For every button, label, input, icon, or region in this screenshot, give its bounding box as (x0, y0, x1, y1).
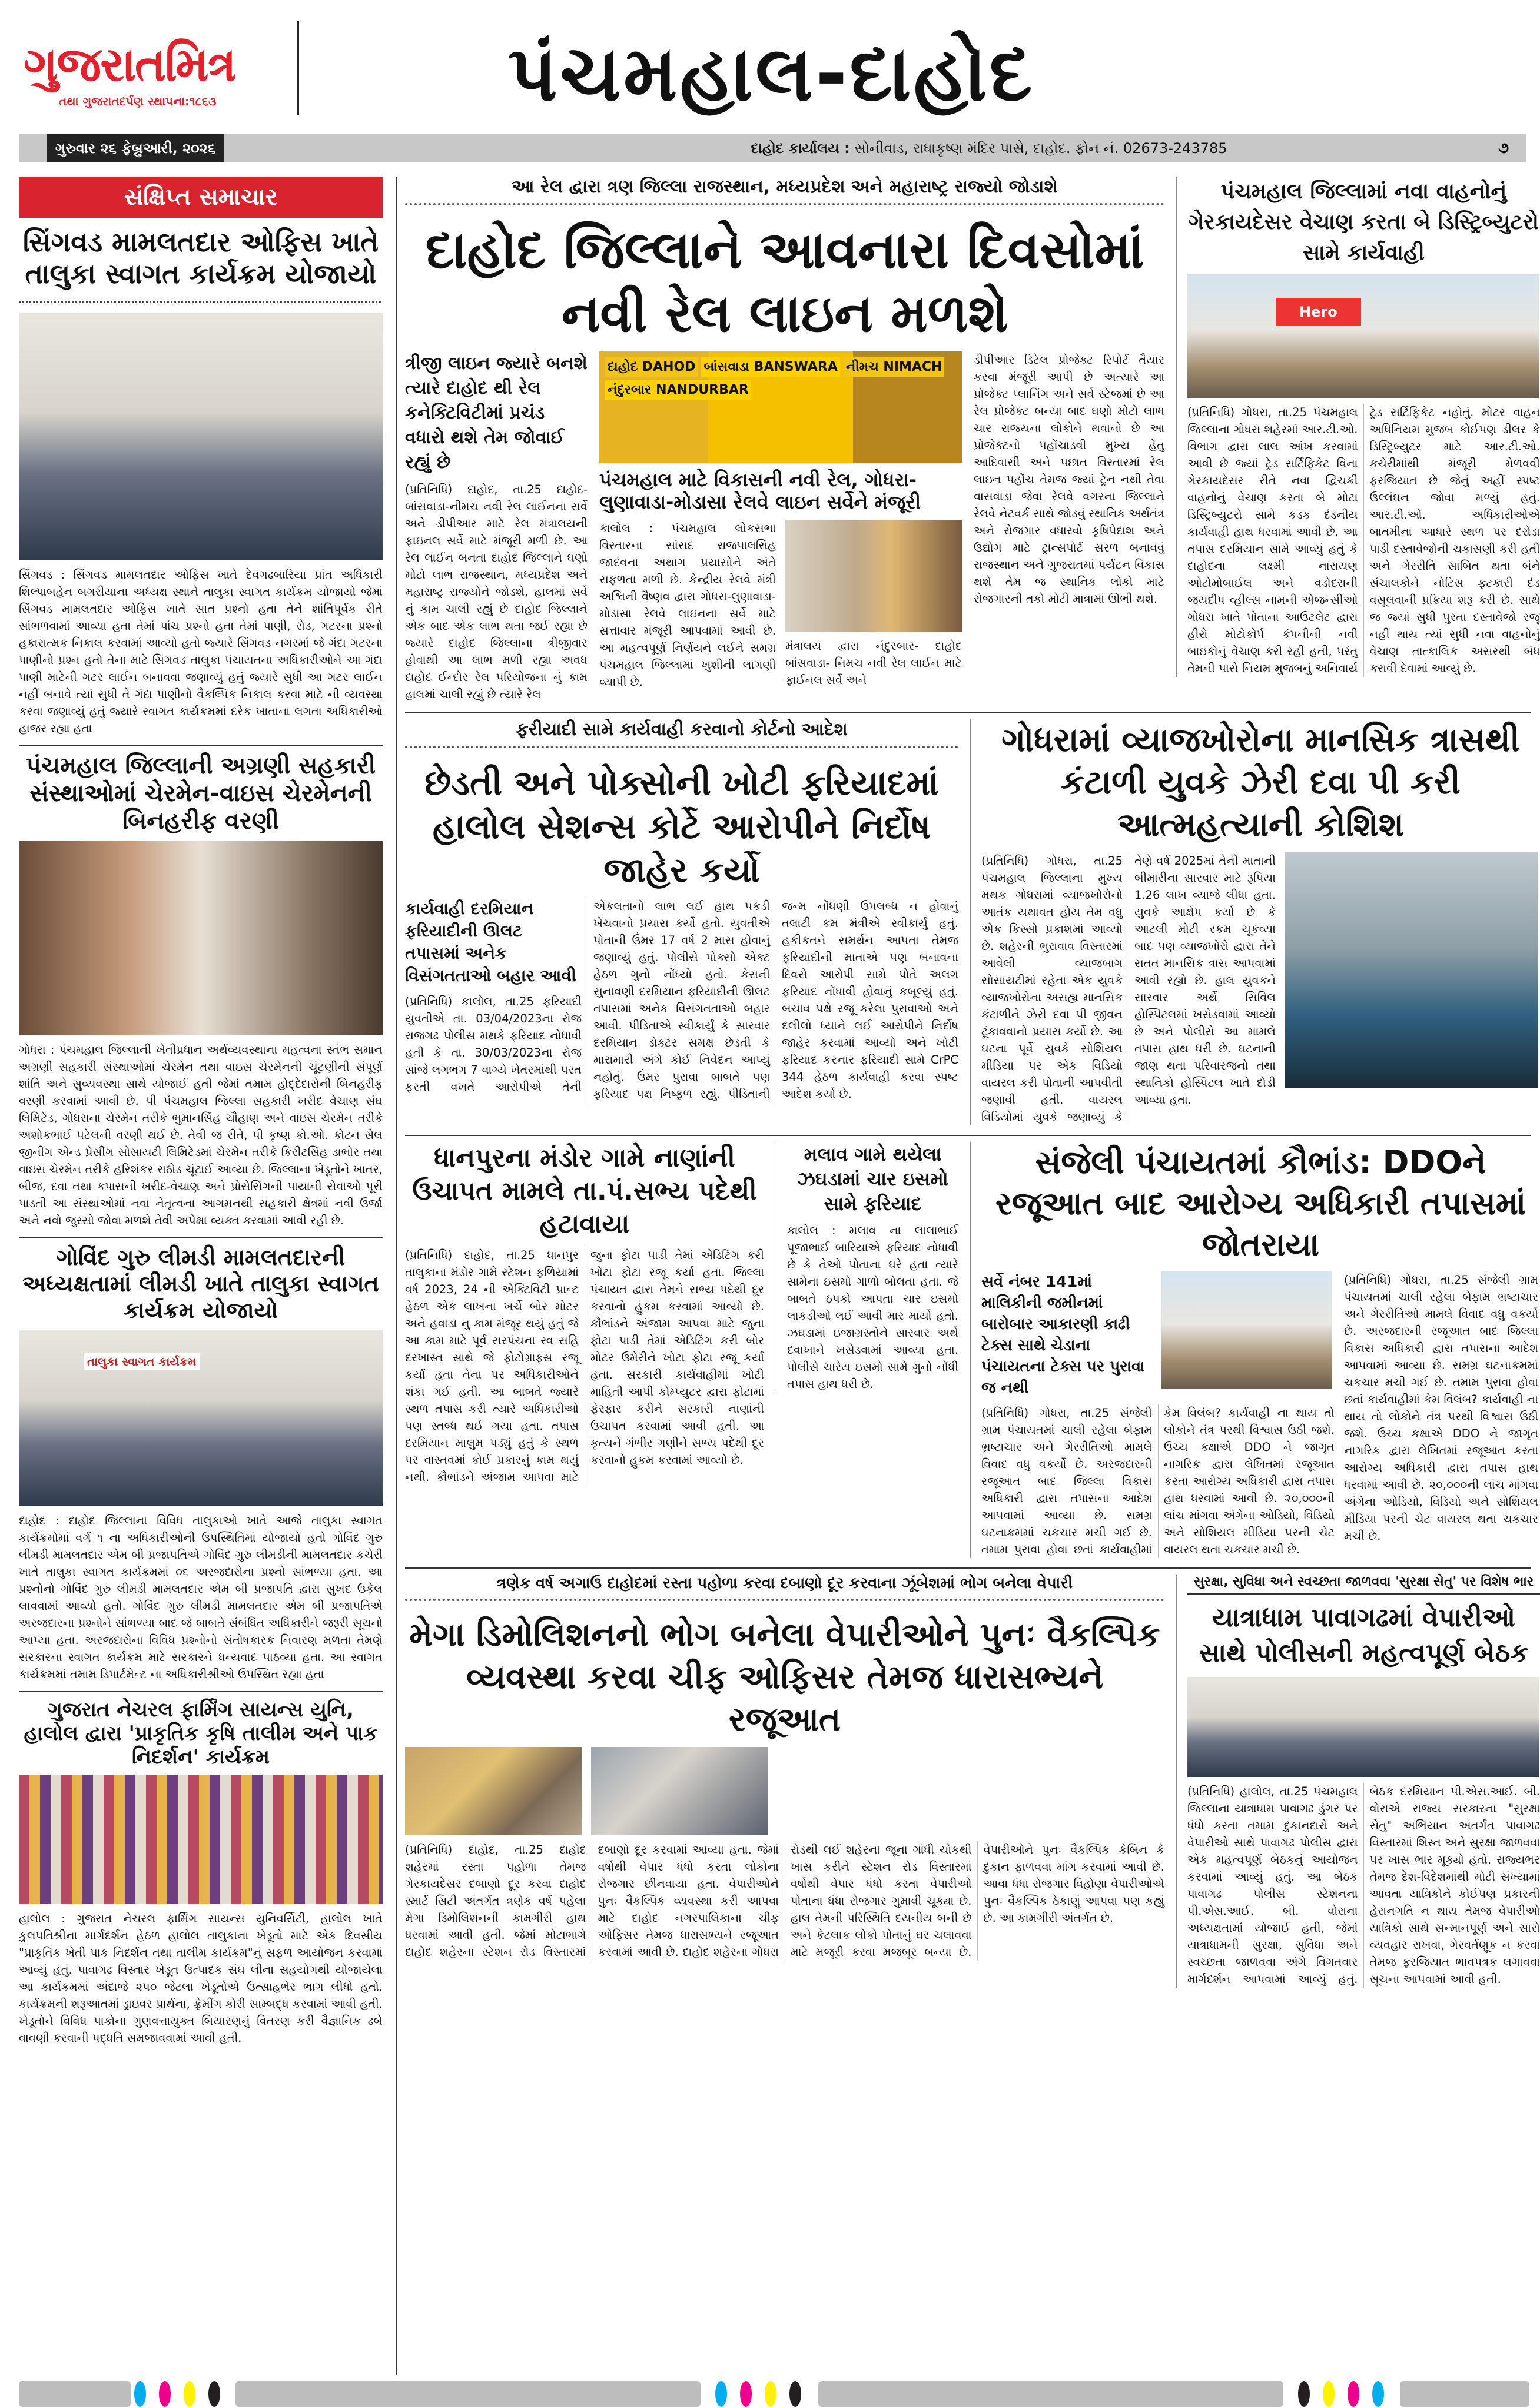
story-body-cooperative: ગોધરા : પંચમહાલ જિલ્લાની ખેતીપ્રધાન અર્થવ્યવસ્થાના મહત્વના સ્તંભ સમાન અગ્રણી સહકારી સંસ્થાઓમાં ચેરમેન તથા વાઇસ ચેરમેનની ચૂંટણીની સંપૂર્ણ શાંતિ અને સુવ્યવસ્થા સાથે યોજાઈ હતી જેમાં તમામ હોદ્દેદારોની બિનહરીફ વરણી કરવામાં આવી છે. પી પંચમહાલ જિલ્લા સહકારી ખરીદ વેચાણ સંઘ લિમિટેડ, ગોધરાના ચેરમેન તરીકે ભુમાનસિંહ ચૌહાણ અને વાઇસ ચેરમેન તરીકે અશોકભાઈ પટેલની વરણી થઈ છે. તેવી જ રીતે, પી કૃષ્ણ કો.ઓ. કોટન સેલ જીનીંગ એન્ડ પ્રેસીંગ સોસાયટી લિમિટેડમાં ચેરમેન તરીકે કિરીટસિંહ ડાભોર તથા વાઇસ ચેરમેન તરીકે હરિશંકર રાઠોડ ચૂંટાઈ આવ્યા છે. જિલ્લાના ખેડૂતોને ખાતર, બીજ, દવા તથા કપાસની ખરીદ-વેચાણ અને પ્રોસેસિંગની પાયાની સેવાઓ પૂરી પાડતી આ સંસ્થાઓમાં નવા નેતૃત્વના આગમનથી સહકારી ક્ષેત્રમાં નવી ઉર્જા અને નવો જુસ્સો જોવા મળશે તેવી અપેક્ષા વ્યક્ત કરવામાં આવી રહી છે. (19, 1043, 383, 1228)
story-sanjeli (970, 1142, 1540, 1558)
story-vehicles (1176, 177, 1540, 677)
photo-hero-showroom (1187, 274, 1539, 398)
row-bottom (405, 1567, 1540, 1988)
registration-mark-black (789, 2381, 801, 2407)
story-godhra (970, 719, 1540, 1125)
main-area (396, 177, 1540, 2375)
sanjeli-body: (પ્રતિનિધિ) ગોધરા, તા.25 સંજેલી ગ્રામ પંચાયતમાં ચાલી રહેલા બેફામ ભ્રષ્ટાચાર અને ગેરરીતિઓ મામલે વિવાદ વધુ વકર્યો છે. અરજદારની રજૂઆત બાદ જિલ્લા વિકાસ અધિકારી દ્વારા તપાસના આદેશ આપવામાં આવ્યા છે. સમગ્ર ઘટનાક્રમમાં ચકચાર મચી ગઈ છે. તમામ પુરાવા હોવા છતાં કાર્યવાહીમાં કેમ વિલંબ? કાર્યવાહી ના થાય તો લોકોને તંત્ર પરથી વિશ્વાસ ઉઠી જશે. ઉચ્ચ કક્ષાએ DDO ને જાગૃત નાગરિક દ્વારા લેખિતમાં રજૂઆત કરતા આરોગ્ય અધિકારી દ્વારા તપાસ હાથ ધરવામાં આવી છે. ૨૦,૦૦૦ની લાંચ માંગવા અંગેના ઓડિયો, વિડિયો અને સોશિયલ મીડિયા પરની ચેટ વાયરલ થતા ચકચાર મચી છે. (981, 1406, 1335, 1556)
registration-mark-black (1298, 2381, 1310, 2407)
story-body-singvad: સિંગવડ : સિંગવડ મામલતદાર ઓફિસ ખાતે દેવગઢબારિયા પ્રાંત અધિકારી શિલ્પાબહેન બગરીયાના અધ્યક્ષ સ્થાને તાલુકા સ્વાગત કાર્યક્રમ યોજાયો જેમાં સિંગવડ મામલતદાર ઓફિસ ખાતે સાત પ્રશ્નો હતા તેને શાંતિપૂર્વક રીતે સાંભળવામાં આવ્યા હતા તેમાં પાંચ પ્રશ્નો હતા તેમાં પાણી, રોડ, ગટરના પ્રશ્નો હકારાત્મક નિકાલ કરવામાં આવ્યો હતો જ્યારે સિંગવડ નગરમાં જે ગંદા ગટરના પાણીનો પ્રશ્ન હતો તેના માટે સિંગવડ તાલુકા પંચાયતના અધિકારીઓને આ ગંદા પાણી માટેની ગટર લાઈન બનાવવા જણાવ્યું હતું જ્યારે સુધી આ ગટર લાઈન નહીં બનાવે ત્યાં સુધી તે ગંદા પાણીનો વૈકલ્પિક નિકાલ કરવા માટે ની વ્યવસ્થા કરવા જણાવ્યું હતું જ્યારે સ્વાગત કાર્યક્રમમાં દરેક ખાતાના લગતા અધિકારીઓ હાજર રહ્યા હતા (19, 567, 383, 735)
story-demolition (405, 1575, 1164, 1961)
photo-demolition-excavator (405, 1747, 582, 1835)
story-court (405, 719, 958, 1102)
section-label-brief-news: સંક્ષિપ્ત સમાચાર (19, 177, 383, 218)
issue-date: ગુરુવાર ૨૬ ફેબ્રુઆરી, ૨૦૨૬ (47, 134, 224, 162)
page-number: ૭ (1498, 140, 1509, 157)
pavagadh-kicker: સુરક્ષા, સુવિધા અને સ્વચ્છતા જાળવવા 'સુરક્ષા સેતુ' પર વિશેષ ભાર (1187, 1575, 1540, 1595)
sanjeli-headline: સંજેલી પંચાયતમાં કૌભાંડ: DDOને રજૂઆત બાદ આરોગ્ય અધિકારી તપાસમાં જોતરાયા (995, 1144, 1526, 1263)
pavagadh-body: (પ્રતિનિધિ) હાલોલ, તા.25 પંચમહાલ જિલ્લાના યાત્રાધામ પાવાગઢ ડુંગર પર ધંધો કરતા તમામ દુકાનદારો અને વેપારીઓ સાથે પાવાગઢ પોલીસ દ્વારા એક મહત્વપૂર્ણ બેઠકનું આયોજન કરવામાં આવ્યું હતું. આ બેઠક પાવાગઢ પોલીસ સ્ટેશનના પી.એસ.આઈ. બી. વોરાના અધ્યક્ષતામાં યોજાઈ હતી, જેમાં યાત્રાધામની સુરક્ષા, સુવિધા અને સ્વચ્છતા જાળવવા અંગે વિગતવાર માર્ગદર્શન આપવામાં આવ્યું હતું. બેઠક દરમિયાન પી.એસ.આઈ. બી. વોરાએ રાજ્ય સરકારના "સુરક્ષા સેતુ" અભિયાન અંતર્ગત પાવાગઢ વિસ્તારમાં શિસ્ત અને સુરક્ષા જાળવવા પર ખાસ ભાર મૂક્યો હતો. રાજ્યભર તેમજ દેશ-વિદેશમાંથી મોટી સંખ્યામાં આવતા યાત્રિકોને કોઈપણ પ્રકારની હેરાનગતિ ન થાય તેમજ વેપારીઓ યાત્રિકો સાથે સન્માનપૂર્ણ અને સારો વ્યવહાર રાખવા, ગેરવર્તણૂક ન કરવા તેમજ ફરજિયાત ભાવપત્રક લગાવવા સૂચના આપવામાં આવી હતી. (1187, 1785, 1540, 1986)
headline-singvad: સિંગવડ મામલતદાર ઓફિસ ખાતે તાલુકા સ્વાગત કાર્યક્રમ યોજાયો (22, 226, 379, 290)
newspaper-logo: ગુજરાતમિત્ર તથા ગુજરાતદર્પણ સ્થાપના:૧૮૬૩ (24, 37, 235, 108)
registration-mark-yellow (765, 2381, 776, 2407)
vehicles-headline: પંચમહાલ જિલ્લામાં નવા વાહનોનું ગેરકાયદેસર વેચાણ કરતા બે ડિસ્ટ્રિબ્યુટરો સામે કાર્યવાહી (1188, 180, 1539, 265)
header-divider (297, 21, 299, 115)
divider (19, 301, 383, 303)
photo-hospital-patient (1285, 852, 1538, 1088)
court-headline: છેડતી અને પોક્સોની ખોટી ફરિયાદમાં હાલોલ સેશન્સ કોર્ટે આરોપીને નિર્દોષ જાહેર કર્યો (424, 763, 939, 890)
lead-body-right: ડીપીઆર ડિટેલ પ્રોજેક્ટ રિપોર્ટ તૈયાર કરવા મંજૂરી આપી છે અત્યારે આ પ્રોજેક્ટ પ્લાનિંગ અને સર્વે સ્ટેજમાં છે આ રેલ પ્રોજેક્ટ બન્યા બાદ ઘણો મોટો લાભ ચાર રાજ્યના લોકોને થવાનો છે આ પ્રોજેક્ટનો પહોંચાડવી મુખ્ય હેતુ આદિવાસી અને પછાત વિસ્તારમાં રેલ લાઇન પહોંચ તેમજ જ્યાં ટ્રેન નથી તેવા વાસવાડા જેવા રેલવે વગરના જિલ્લાને રેલવે નેટવર્ક સાથે જોડવું સ્થાનિક અર્થતંત્ર અને રોજગાર વધારવો કૃષિપેદાશ અને ઉદ્યોગ માટે ટ્રાન્સપોર્ટ સરળ બનાવવું રાજસ્થાન અને ગુજરાતમાં પર્યટન વિકાસ થશે તેમ જ સ્થાનિક લોકો માટે રોજગારની તકો મોટી માત્રામાં ઊભી થશે. (974, 353, 1164, 606)
lead-body-mid: મંત્રાલય દ્વારા નંદુરબાર- દાહોદ બાંસવાડા- નિમચ નવી રેલ લાઈન માટે ફાઈનલ સર્વે અને (785, 639, 962, 687)
registration-mark-cyan (715, 2381, 727, 2407)
photo-sanjeli-panchayat (1161, 1271, 1332, 1389)
demolition-body: (પ્રતિનિધિ) દાહોદ, તા.25 દાહોદ શહેરમાં રસ્તા પહોળા તેમજ ગેરકાયદેસર દબાણો દૂર કરવા દાહોદ સ્માર્ટ સિટી અંતર્ગત ત્રણેક વર્ષ પહેલા મેગા ડિમોલિશનની કામગીરી હાથ ધરવામાં આવી હતી. જેમાં મોટાભાગે દાહોદ શહેરના સ્ટેશન રોડ વિસ્તારમાં દબાણો દૂર કરવામાં આવ્યા હતા. જેમાં વર્ષોથી વેપાર ધંધો કરતા લોકોના રોજગાર છીનવાયા હતા. વેપારીઓને પુનઃ વૈકલ્પિક વ્યવસ્થા કરી આપવા માટે દાહોદ નગરપાલિકાના ચીફ ઓફિસર તેમજ ધારાસભ્યને રજૂઆત કરવામાં આવી છે. દાહોદ શહેરના ગોધરા રોડથી લઈ શહેરના જૂના ગાંધી ચોકથી ખાસ કરીને સ્ટેશન રોડ વિસ્તારમાં વર્ષોથી વેપાર ધંધો કરતા વેપારીઓ પોતાના ધંધા રોજગાર ગુમાવી ચૂક્યા છે. હાલ તેમની પરિસ્થિતિ દયનીય બની છે અને કેટલાક લોકો પોતાનું ઘર ચલાવવા માટે મજૂરી કરવા મજબૂર બન્યા છે. વેપારીઓને પુનઃ વૈકલ્પિક કેબિન કે દુકાન ફાળવવા માંગ કરવામાં આવી છે. આવા ધંધા રોજગાર વિહોણા વેપારીઓએ પુનઃ વૈકલ્પિક ઠેકાણું આપવા પણ કહ્યું છે. આ કામગીરી અંતર્ગત છે. (405, 1843, 1164, 1959)
story-limdi (19, 1237, 383, 1682)
photo-farmers-training (19, 1775, 383, 1904)
sanjeli-body-right: (પ્રતિનિધિ) ગોધરા, તા.25 સંજેલી ગ્રામ પંચાયતમાં ચાલી રહેલા બેફામ ભ્રષ્ટાચાર અને ગેરરીતિઓ મામલે વિવાદ વધુ વકર્યો છે. અરજદારની રજૂઆત બાદ જિલ્લા વિકાસ અધિકારી દ્વારા તપાસના આદેશ આપવામાં આવ્યા છે. સમગ્ર ઘટનાક્રમમાં ચકચાર મચી ગઈ છે. તમામ પુરાવા હોવા છતાં કાર્યવાહીમાં કેમ વિલંબ? કાર્યવાહી ના થાય તો લોકોને તંત્ર પરથી વિશ્વાસ ઉઠી જશે. ઉચ્ચ કક્ષાએ DDO ને જાગૃત નાગરિક દ્વારા લેખિતમાં રજૂઆત કરતા આરોગ્ય અધિકારી દ્વારા તપાસ હાથ ધરવામાં આવી છે. ૨૦,૦૦૦ની લાંચ માંગવા અંગેના ઓડિયો, વિડિયો અને સોશિયલ મીડિયા પરની ચેટ વાયરલ થતા ચકચાર મચી છે. (1344, 1273, 1538, 1543)
registration-mark-yellow (184, 2381, 195, 2407)
story-body-limdi: દાહોદ : દાહોદ જિલ્લાના વિવિધ તાલુકાઓ ખાતે આજે તાલુકા સ્વાગત કાર્યક્રમોમાં વર્ગ ૧ ના અધિકારીઓની ઉપસ્થિતિમાં યોજાયો હતો ગોવિંદ ગુરુ લીમડી મામલતદાર એમ બી પ્રજાપતિએ ગોવિંદ ગુરુ લીમડીની મામલતદાર કચેરી ખાતે તાલુકા સ્વાગત કાર્યક્રમમાં ૦૬ અરજદારોના પ્રશ્નો સાંભળ્યા હતા. આ પ્રશ્નોનો ગોવિંદ ગુરુ લીમડી મામલતદાર એમ બી પ્રજાપતિ દ્વારા સુખદ ઉકેલ લાવવામાં આવ્યો હતો. ગોવિંદ ગુરુ લીમડી મામલતદાર એમ બી પ્રજાપતિએ અરજદારના પ્રશ્નોને સાંભળ્યા બાદ જે બાબતે સંબંધિત અધિકારીને જરૂરી સૂચનો આપ્યા હતા. અરજદારોના વિવિધ પ્રશ્નોનો સંતોષકારક નિવારણ મળતા તેમણે સરકારના સ્વાગત કાર્યક્રમ માટે સરકારને ધન્યવાદ પાઠવ્યા હતા. આ સ્વાગત કાર્યક્રમમાં તમામ ડિપાર્ટમેન્ટ ના અધિકારીશ્રીઓ ઉપસ્થિત રહ્યા હતા (19, 1513, 383, 1681)
print-registration-bar (1400, 2381, 1529, 2407)
registration-mark-yellow (1323, 2381, 1335, 2407)
registration-mark-magenta (1348, 2381, 1359, 2407)
photo-banner-text: તાલુકા સ્વાગત કાર્યક્રમ (84, 1353, 200, 1370)
story-cooperative (19, 745, 383, 1230)
office-address: દાહોદ કાર્યાલય : સોનીવાડ, રાધાકૃષ્ણ મંદિર પાસે, દાહોદ. ફોન નં. 02673-243785 (751, 140, 1227, 157)
demolition-kicker: ત્રણેક વર્ષ અગાઉ દાહોદમાં રસ્તા પહોળા કરવા દબાણો દૂર કરવાના ઝૂંબેશમાં ભોગ બનેલા વેપારી (405, 1575, 1164, 1601)
row-top (405, 177, 1540, 703)
malav-headline: મલાવ ગામે થયેલા ઝઘડામાં ચાર ઇસમો સામે ફરિયાદ (797, 1143, 948, 1215)
lead-intro: ત્રીજી લાઇન જ્યારે બનશે ત્યારે દાહોદ થી રેલ કનેક્ટિવિટીમાં પ્રચંડ વધારો થશે તેમ જોવાઈ રહ્યું છે (405, 353, 588, 473)
print-registration-bar (818, 2381, 1283, 2407)
showroom-sign: Hero (1276, 298, 1361, 326)
print-registration-bar (235, 2381, 701, 2407)
court-intro: કાર્યવાહી દરમિયાન ફરિયાદીની ઊલટ તપાસમાં અનેક વિસંગતતાઓ બહાર આવી (405, 899, 576, 985)
story-dhanpura (405, 1142, 764, 1486)
malav-body: કાલોલ : મલાવ ના લાલાભાઈ પૂજાભાઈ બારિયાએ ફરિયાદ નોંધાવી છે કે તેઓ પોતાના ઘરે હતા ત્યારે સામેના ઇસમો ગાળો બોલતા હતા. જે બાબતે ઠપકો આપતા ચાર ઇસમો લાકડીઓ લઈ આવી માર માર્યો હતો. ઝઘડામાં ઇજાગ્રસ્તોને સારવાર અર્થે દવાખાને ખસેડવામાં આવ્યા હતા. પોલીસે ચારેય ઇસમો સામે ગુનો નોંધી તપાસ હાથ ધરી છે. (787, 1224, 958, 1391)
sanjeli-intro: સર્વે નંબર 141માં માલિકીની જમીનમાં બારોબાર આકારણી કાઢી ટેક્સ સાથે ચેડાના પંચાયતના ટેક્સ પર પુરાવા જ નથી (981, 1273, 1145, 1397)
registration-mark-cyan (134, 2381, 146, 2407)
photo-railway-station-signs: દાહોદ DAHOD બાંસવાડા BANSWARA નીમચ NIMACH નંદુરબાર NANDURBAR (599, 351, 962, 463)
photo-limdi-meeting (19, 1330, 383, 1506)
registration-mark-magenta (740, 2381, 752, 2407)
story-singvad (19, 226, 383, 737)
left-column (19, 177, 383, 2375)
headline-natural-farming: ગુજરાત નેચરલ ફાર્મિંગ સાયન્સ યુનિ, હાલોલ દ્વારા 'પ્રાકૃતિક કૃષિ તાલીમ અને પાક નિદર્શન' કાર્યક્રમ (24, 1698, 378, 1769)
vehicles-body: (પ્રતિનિધિ) ગોધરા, તા.25 પંચમહાલ જિલ્લાના ગોધરા શહેરમાં આર.ટી.ઓ. વિભાગ દ્વારા લાલ આંખ કરવામાં આવી છે જ્યાં ટ્રેડ સર્ટિફિકેટ વિના ગેરકાયદેસર રીતે નવા દ્વિચક્રી વાહનોનું વેચાણ કરતા બે મોટા ડિસ્ટ્રિબ્યુટરો સામે કડક દંડનીય કાર્યવાહી હાથ ધરવામાં આવી છે. આ તપાસ દરમિયાન સામે આવ્યું હતું કે દાહોદના લક્ષ્મી નારાયણ ઓટોમોબાઈલ અને વડોદરાની જયદીપ વ્હીલ્સ નામની એજન્સીઓ ગોધરા ખાતે પોતાના આઉટલેટ દ્વારા હીરો મોટોકોર્પ કંપનીની નવી બાઇકોનું વેચાણ કરી રહી હતી, પરંતુ તેમની પાસે નિયમ મુજબનું અનિવાર્ય ટ્રેડ સર્ટિફિકેટ નહોતું. મોટર વાહન અધિનિયમ મુજબ કોઈપણ ડીલર કે ડિસ્ટ્રિબ્યુટર માટે આર.ટી.ઓ. કચેરીમાંથી મંજૂરી મેળવવી ફરજિયાત છે જેનું અહીં સ્પષ્ટ ઉલ્લંઘન જોવા મળ્યું હતું. આર.ટી.ઓ. અધિકારીઓએ બાતમીના આધારે સ્થળ પર દરોડા પાડી દસ્તાવેજોની ચકાસણી કરી હતી અને ગેરરીતિ સાબિત થતા બંને સંચાલકોને નોટિસ ફટકારી દંડ વસૂલવાની પ્રક્રિયા શરૂ કરી છે. સાથે જ જ્યાં સુધી પુરતા દસ્તાવેજો રજૂ નહીં થાય ત્યાં સુધી નવા વાહનોનું વેચાણ તાત્કાલિક અસરથી બંધ કરાવી દેવામાં આવ્યું છે. (1187, 406, 1540, 675)
headline-cooperative: પંચમહાલ જિલ્લાની અગ્રણી સહકારી સંસ્થાઓમાં ચેરમેન-વાઇસ ચેરમેનની બિનહરીફ વરણી (25, 752, 376, 835)
registration-mark-cyan (1372, 2381, 1384, 2407)
sub-headline-godhra-rail: પંચમહાલ માટે વિકાસની નવી રેલ, ગોધરા-લુણાવાડા-મોડાસા રેલવે લાઇન સર્વેને મંજૂરી (599, 469, 921, 513)
photo-singvad-meeting (19, 313, 383, 560)
demolition-headline: મેગા ડિમોલિશનનો ભોગ બનેલા વેપારીઓને પુનઃ વૈકલ્પિક વ્યવસ્થા કરવા ચીફ ઓફિસર તેમજ ધારાસભ્યને રજૂઆત (409, 1616, 1160, 1739)
pavagadh-headline: યાત્રાધામ પાવાગઢમાં વેપારીઓ સાથે પોલીસની મહત્વપૂર્ણ બેઠક (1199, 1603, 1529, 1668)
headline-limdi: ગોવિંદ ગુરુ લીમડી મામલતદારની અધ્યક્ષતામાં લીમડી ખાતે તાલુકા સ્વાગત કાર્યક્રમ યોજાયો (22, 1244, 379, 1323)
story-body-natural-farming: હાલોલ : ગુજરાત નેચરલ ફાર્મિંગ સાયન્સ યુનિવર્સિટી, હાલોલ ખાતે કુલપતિશ્રીના માર્ગદર્શન હેઠળ હાલોલ તાલુકાના ખેડૂતો માટે એક દિવસીય "પ્રાકૃતિક ખેતી પાક નિદર્શન તથા તાલીમ કાર્યક્રમ"નું સફળ આયોજન કરવામાં આવ્યું હતું. પાવાગઢ વિસ્તાર ખેડૂત ઉત્પાદક સંઘ લીના સહયોગથી યોજાયેલા આ કાર્યક્રમમાં અંદાજે ૨૫૦ જેટલા ખેડૂતોએ ઉત્સાહભેર ભાગ લીધો હતો. કાર્યક્રમની શરૂઆતમાં ડ્રાઇવર પ્રાર્થના, ફ્રેમીંગ કોરી સામ્બદ્ધ કરવામાં આવી હતી. ખેડૂતોને વિવિધ પાકોના ગુણવત્તાયુક્ત બિયારણનું વિતરણ કરી વૈજ્ઞાનિક ઢબે વાવણી કરવાની પદ્ધતિ સમજાવવામાં આવી હતી. (19, 1911, 383, 2045)
dhanpura-headline: ધાનપુરના મંડોર ગામે નાણાંની ઉચાપત મામલે તા.પં.સભ્ય પદેથી હટાવાયા (412, 1143, 757, 1239)
print-registration-bar (19, 2381, 131, 2407)
story-lead-rail (405, 177, 1164, 703)
sub-body-godhra-rail: કાલોલ : પંચમહાલ લોકસભા વિસ્તારના સાંસદ રાજપાલસિંહ જાદવના અથાગ પ્રયાસોને અંતે સફળતા મળી છે. કેન્દ્રીય રેલવે મંત્રી અશ્વિની વૈષ્ણવ દ્વારા ગોધરા-લુણાવાડા-મોડાસા રેલવે લાઇનના સર્વે માટે સત્તાવાર મંજૂરી આપવામાં આવી છે. આ મહત્વપૂર્ણ નિર્ણયને લઈને સમગ્ર પંચમહાલ જિલ્લામાં ખુશીની લાગણી વ્યાપી છે. (599, 521, 776, 689)
godhra-headline: ગોધરામાં વ્યાજખોરોના માનસિક ત્રાસથી કંટાળી યુવકે ઝેરી દવા પી કરી આત્મહત્યાની કોશિશ (1001, 721, 1520, 844)
page-content (19, 177, 1540, 2375)
court-kicker: ફરીયાદી સામે કાર્યવાહી કરવાનો કોર્ટનો આદેશ (405, 719, 958, 748)
photo-police-meeting (1187, 1677, 1539, 1777)
photo-traders-representation (591, 1747, 768, 1835)
photo-cooperative-felicitation (19, 841, 383, 1035)
lead-headline: દાહોદ જિલ્લાને આવનારા દિવસોમાં નવી રેલ લાઇન મળશે (425, 220, 1144, 344)
lead-kicker: આ રેલ દ્વારા ત્રણ જિલ્લા રાજસ્થાન, મધ્યપ્રદેશ અને મહારાષ્ટ્ર રાજ્યો જોડાશે (405, 177, 1164, 205)
story-pavagadh (1176, 1575, 1540, 1988)
row-lower (405, 1135, 1538, 1558)
godhra-body: (પ્રતિનિધિ) ગોધરા, તા.25 પંચમહાલ જિલ્લાના મુખ્ય મથક ગોધરામાં વ્યાજખોરોનો આતંક યથાવત હોય તેમ વધુ એક કિસ્સો પ્રકાશમાં આવ્યો છે. શહેરની ભુરાવાવ વિસ્તારમાં આવેલી વ્યાજબાગ સોસાયટીમાં રહેતા એક યુવકે વ્યાજખોરોના અસહ્ય માનસિક કંટાળીને ઝેરી દવા પી જીવન ટૂંકાવવાનો પ્રયાસ કર્યો છે. આ ઘટના પૂર્વે યુવકે સોશિયલ મીડિયા પર એક વિડિયો વાયરલ કરી પોતાની આપવીતી જણાવી હતી. વાયરલ વિડિયોમાં યુવકે જણાવ્યું કે તેણે વર્ષ 2025માં તેની માતાની બીમારીના સારવાર માટે રૂપિયા 1.26 લાખ વ્યાજે લીધા હતા. યુવકે આક્ષેપ કર્યો છે કે આટલી મોટી રકમ ચૂકવ્યા બાદ પણ વ્યાજખોરો દ્વારા તેને સતત માનસિક ત્રાસ આપવામાં આવી રહ્યો છે. હાલ યુવકને સારવાર અર્થે સિવિલ હોસ્પિટલમાં ખસેડવામાં આવ્યો છે અને પોલીસે આ મામલે તપાસ હાથ ધરી છે. ઘટનાની જાણ થતા પરિવારજનો તથા સ્થાનિકો હોસ્પિટલ ખાતે દોડી આવ્યા હતા. (981, 854, 1276, 1124)
lead-body-left: (પ્રતિનિધિ) દાહોદ, તા.25 દાહોદ-બાંસવાડા-નીમચ નવી રેલ લાઈનના સર્વે અને ડીપીઆર માટે રેલ મંત્રાલયની ફાઇનલ સર્વે માટે મંજૂરી મળી છે. આ રેલ લાઈન બનતા દાહોદ જિલ્લાને ઘણો મોટો લાભ રાજસ્થાન, મધ્યપ્રદેશ અને મહારાષ્ટ્ર રાજ્યોને જોડશે, હાલમાં સર્વે નું કામ ચાલી રહ્યું છે દાહોદ જિલ્લાને એક બાદ એક લાભ થતા જઈ રહ્યા છે જ્યારે દાહોદ જિલ્લાના ત્રીજીવાર હોવાથી આ લાભ મળી રહ્યા અવધ દાહોદ ઈન્દોર રેલ પરિયોજના નું કામ હાલમાં ચાલી રહ્યું છે ત્યારે રેલ (405, 483, 588, 701)
dhanpura-body: (પ્રતિનિધિ) દાહોદ, તા.25 ધાનપુર તાલુકાના મંડોર ગામે સ્ટેશન ફળિયામાં વર્ષ 2023, 24 ની એક્ટિવિટી પ્રાન્ટ હેઠળ એક લાખના ખર્ચે બોર મોટર અને હવાડા નુ કામ મંજૂર થયું હતું જે આ કામ માટે પૂર્વ સરપંચના સ્વ સહિ દરખાસ્ત સાથે જે ફોટોગ્રાફ્સ રજૂ કર્યા હતા તેના પર અધિકારીઓને શંકા ગઈ હતી. આ બાબતે જ્યારે સ્થળ તપાસ કરી ત્યારે અધિકારીઓ પણ સ્તબ્ધ થઈ ગયા હતા. તપાસ દરમિયાન માલુમ પડ્યું હતું કે સ્થળ પર વાસ્તવમાં કોઈ પ્રકારનું કામ થયું નથી. કૌભાંડને અંજામ આપવા માટે જુના ફોટા પાડી તેમાં એડિટિંગ કરી ખોટા ફોટા રજૂ કર્યા હતા. જિલ્લા પંચાયત દ્વારા તેમને સભ્ય પદેથી દૂર કરવાનો હુકમ કરવામાં આવ્યો છે. કૌભાંડને અંજામ આપવા માટે જુના ફોટા પાડી તેમાં એડિટિંગ કરી બોર મોટર ઉમેરીને ખોટા ફોટા રજૂ કર્યા હતા. સરકારી કાર્યવાહીમાં ખોટી માહિતી આપી કોમ્પ્યુટર દ્વારા ફોટામાં ફેરફાર કરીને સરકારી નાણાંની ઉચાપત કરવામાં આવી હતી. આ કૃત્યને ગંભીર ગણીને સભ્ય પદેથી દૂર કરવાનો હુકમ કરવામાં આવ્યો છે. (405, 1248, 764, 1484)
story-natural-farming (19, 1691, 383, 2047)
registration-mark-magenta (159, 2381, 171, 2407)
row-middle (405, 712, 1531, 1125)
photo-mp-with-minister (785, 520, 962, 632)
story-malav (776, 1142, 958, 1393)
court-body: કાર્યવાહી દરમિયાન ફરિયાદીની ઊલટ તપાસમાં અનેક વિસંગતતાઓ બહાર આવી (પ્રતિનિધિ) કાલોલ, તા.25 ફરિયાદી યુવતીએ તા. 03/04/2023ના રોજ રાજગઢ પોલીસ મથકે ફરિયાદ નોંધાવી હતી કે તા. 30/03/2023ના રોજ સાંજે લગભગ 7 વાગ્યે ખેતરમાંથી પરત ફરતી વખતે આરોપીએ તેની એકલતાનો લાભ લઈ હાથ પકડી ખેંચવાનો પ્રયાસ કર્યો હતો. યુવતીએ પોતાની ઉંમર 17 વર્ષ 2 માસ હોવાનું જણાવ્યું હતું. પોલીસે પોક્સો એક્ટ હેઠળ ગુનો નોંધ્યો હતો. કેસની સુનાવણી દરમિયાન ફરિયાદીની ઊલટ તપાસમાં અનેક વિસંગતતાઓ બહાર આવી. પીડિતાએ સ્વીકાર્યું કે સારવાર દરમિયાન ડોક્ટર સમક્ષ છેડતી કે મારામારી અંગે કોઈ નિવેદન આપ્યું નહોતું. ઉંમર પુરાવા બાબતે પણ ફરિયાદ પક્ષ નિષ્ફળ રહ્યું. પીડિતાની જન્મ નોંધણી ઉપલબ્ધ ન હોવાનું તલાટી કમ મંત્રીએ સ્વીકાર્યું હતું. હકીકતને સમર્થન આપતા તેમજ ફરિયાદીની માતાએ પણ બનાવના દિવસે આરોપી સામે પોતે અલગ ફરિયાદ નોંધાવી હોવાનું કબૂલ્યું હતું. બચાવ પક્ષે રજૂ કરેલા પુરાવાઓ અને દલીલો ધ્યાને લઈ આરોપીને નિર્દોષ જાહેર કરવામાં આવ્યો અને ખોટી ફરિયાદ કરનાર ફરિયાદી સામે CrPC 344 હેઠળ કાર્યવાહી કરવા સ્પષ્ટ આદેશ કર્યો છે. (405, 899, 958, 1101)
section-title: પંચમહાલ-દાહોદ (507, 29, 1035, 118)
registration-mark-black (208, 2381, 220, 2407)
